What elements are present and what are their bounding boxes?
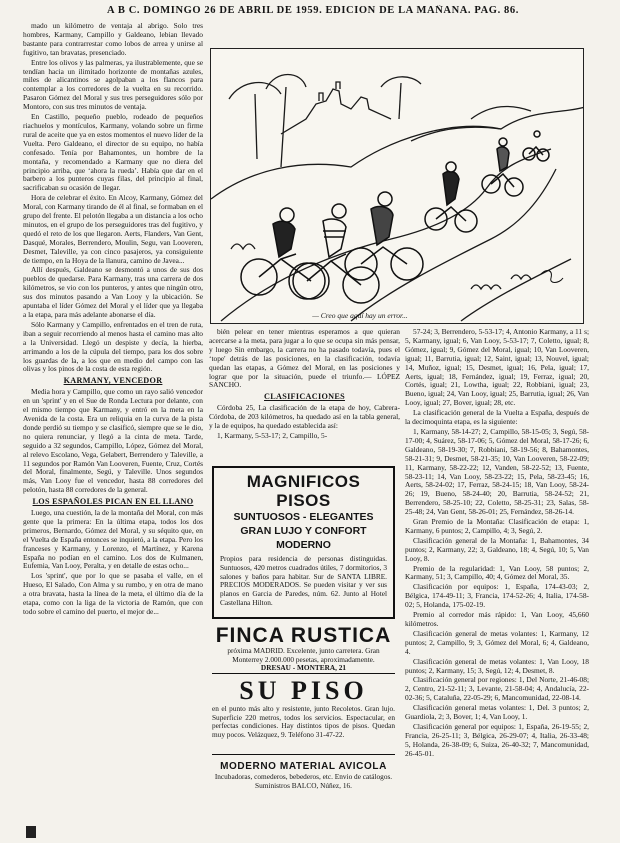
tree-trunk xyxy=(399,83,401,119)
ad-title: MAGNIFICOS PISOS xyxy=(246,472,361,510)
advertisement-avicola xyxy=(212,760,395,800)
ad-body: Propios para residencia de personas distinguidas. Suntuosos, 420 metros cuadrados útiles, 7 dormitorios, 3 salones y baños para habitar. Sur de SANTA LIBRE. PRECIOS MODERADOS. Se pueden visitar y ver sus planos en Garcia de Paredes, núm. 62. Junto al Hotel Castellana Hilton. xyxy=(220,554,387,607)
ad-body: en el punto más alto y resistente, junto Recoletos. Gran lujo. Superficie 220 metros, todos los servicios. Espectacular, en perfectas condiciones. Hay distintos tipos de pisos. Quedan muy pocos. Velázquez, 9. Teléfono 31-47-22. xyxy=(212,704,395,739)
paragraph: 1, Karmany, 58-14-27; 2, Campillo, 58-15-05; 3, Segú, 58-17-00; 4, Suárez, 58-17-06; 5, Gómez del Moral, 58-17-26; 6, Galdeano, 58-19-30; 7, Robbiani, 58-19-56; 8, Bahamontes, 58-21-31; 9, Desmet, 58-21-35; 10, Van Looveren, 58-22-09; 11, Karmany, 58-22-22; 12, Vanden, 58-22-52; 13, Fuente, 58-23-11; 14, Van Looy, 58-23-22; 15, Pela, 58-23-45; 16, Aerts, 58-24-02; 17, Ferraz, 58-24-15; 18, Van Looy, 58-24-26; 19, Bueno, 58-24-40; 20, Barrutia, 58-24-52; 21, Berrendero, 58-25-10; 22, Coletto, 58-25-31; 23, Salas, 58-25-48; 24, Van Gent, 58-26-01; 25, Fernández, 58-26-14. xyxy=(405,426,589,517)
shrubs xyxy=(471,285,501,289)
paragraph: Clasificación general metas volantes: 1, Del. 3 puntos; 2, Guardiola, 2; 3, Bover, 1; 4, Van Looy, 1. xyxy=(405,703,589,722)
paragraph: Los 'sprint', que por lo que se pasaba el valle, en el Hueso, El Salado, Con Alma y su rumbo, y en otra de mano a otra bravata, hasta la línea de la meta, el último día de la etapa, como con la liga de la victoria de Ramón, que con todo sobre el camino del puerto, el mejor de... xyxy=(23,571,203,616)
ad-title: SU PISO xyxy=(239,676,368,705)
paragraph: Clasificación general por equipos: 1, España, 26-19-55; 2, Francia, 26-25-11; 3, Bélgica, 26-29-07; 4, Italia, 26-33-48; 5, Holanda, 26-38-09; 6, Suiza, 26-40-32; 7, Mancomunidad, 26-45-01. xyxy=(405,721,589,758)
column-middle xyxy=(209,328,400,468)
paragraph: Premio al corredor más rápido: 1, Van Looy, 45,660 kilómetros. xyxy=(405,610,589,628)
margin-mark xyxy=(26,826,36,838)
section-heading: KARMANY, VENCEDOR xyxy=(63,376,163,386)
hills xyxy=(211,107,584,199)
castle-hill xyxy=(281,89,391,134)
cyclist-head xyxy=(280,208,294,222)
column-right xyxy=(405,328,589,828)
illustration-caption: — Creo que aquí hay un error... xyxy=(312,311,408,320)
paragraph: Clasificación general por regiones: 1, Del Norte, 21-46-08; 2, Centro, 21-52-11; 3, Levante, 21-58-04; 4, Andalucía, 22-02-36; 5, Cataluña, 22-05-29; 6, Mancomunidad, 22-08-14. xyxy=(405,675,589,703)
section-heading: CLASIFICACIONES xyxy=(264,392,345,402)
paragraph: 1, Karmany, 5-53-17; 2, Campillo, 5- xyxy=(217,430,328,440)
paragraph: Entre los olivos y las palmeras, ya ilustrablemente, que se tendían hacia un ilimitado horizonte de montañas azules, miles de alicantinos se agolpaban a los flancos para contemplar a los corredores de la vuelta en su recorrido. Pasaron Gómez del Moral y sus tres perseguidores sólo por Montoro, con sus tres minutos de ventaja. xyxy=(23,57,203,112)
page-header: A B C. DOMINGO 26 DE ABRIL DE 1959. EDICION DE LA MAÑANA. PAG. 86. xyxy=(107,5,519,16)
paragraph: Allí después, Galdeano se desmontó a unos de sus dos pueblos de quedarse. Para Karmany, tras una carrera de dos kilómetros, se vio con los punteros, y antes que ningún otro, sus dos minutos pasando a Van Looy y la ubicación. Se apuntaba el líder Gómez del Moral y el líder que ya llegaba a la etapa, para más adelante abonarse el día. xyxy=(23,265,203,319)
ad-title: MODERNO MATERIAL AVICOLA xyxy=(220,761,387,772)
tree-trunk xyxy=(281,87,286,167)
paragraph: Hora de celebrar el éxito. En Alcoy, Karmany, Gómez del Moral, con Karmany tirando de él al final, se formaban en el grupo del frente. El pelotón llegaba a un distancia a los ocho minutos, en el grupo de los perseguidores tras del fugitivo, y quedó el reto de los que llegaron. Aerts, Flanders, Van Gent, Dasqué, Morales, Berrendero, Moulin, Segu, van Looveren, Desmet, Taleville, ya con cinco pasajeros, ya consiguiente de tiempo, en la Hoya de la llanura, camino de Javea... xyxy=(23,193,203,265)
advertisement-pisos xyxy=(212,466,395,619)
ad-body: próxima MADRID. Excelente, junto carretera. Gran Monterrey 2.000.000 pesetas, aproximadamente. xyxy=(227,646,380,664)
column-left xyxy=(23,22,203,837)
paragraph: Clasificación general de la Montaña: 1, Bahamontes, 34 puntos; 2, Karmany, 22; 3, Galdeano, 18; 4, Segú, 10; 5, Van Looy, 8. xyxy=(405,535,589,563)
cartoon-illustration xyxy=(210,48,584,324)
cyclist-head xyxy=(332,204,346,218)
section-heading: LOS ESPAÑOLES PICAN EN EL LLANO xyxy=(32,497,194,507)
paragraph: Luego, una cuestión, la de la montaña del Moral, con más gente que la primera: En la última etapa, todos los dos primeros, Bernardo, Gómez del Moral, y su séquito que, en el Vuelta de España entonces se inquietó, a la etapa. Pero los franceses y Karmany, y Lorenzo, el Martínez, y Karena España no podían en el camino. Los dos de Kulmanen, Eufemia, Van Looy, Peralta, y en detalle de estas ocho... xyxy=(23,508,203,571)
ad-contact: DRESAU - MONTERA, 21 xyxy=(260,663,347,673)
paragraph: Clasificación por equipos: 1, España, 174-43-03; 2, Bélgica, 174-49-11; 3, Francia, 174-52-26; 4, Italia, 174-58-02; 5, Holanda, 175-02-19. xyxy=(405,582,589,610)
paragraph: Clasificación general de metas volantes: 1, Karmany, 12 puntos; 2, Campillo, 9; 3, Gómez del Moral, 6; 4, Galdeano, 4. xyxy=(405,628,589,656)
paragraph: Sólo Karmany y Campillo, enfrentados en el tren de ruta, iban a seguir recorriendo al menos hasta el camino mas alto a la Universidad. Llegó un despiste y decía, la hierba, arrimando a los de la cúpula del tiempo, para los dos sobre los guardas de la, a los que en medio del campo con las olivas y los pinos de la costa de esta región. xyxy=(23,319,203,374)
advertisement-supiso xyxy=(212,677,395,755)
paragraph: 57-24; 3, Berrendero, 5-53-17; 4, Antonio Karmany, a 11 s; 5, Karmany, igual; 6, Van Looy, 5-53-17; 7, Coletto, igual; 8, Gómez, igual; 9, Gómez del Moral, igual; 10, Van Looveren, igual; 11, Barrutia, igual; 12, Saint, igual; 13, Nouvel, igual; 14, Muñoz, igual; 15, Desmet, igual; 16, Pela, igual; 17, Aerts, igual; 18, Fernández, igual; 19, Ferraz, igual; 20, Cortés, igual; 21, Lowtha, igual; 22, Robbiani, igual; 23, Bueno, igual; 24, Van Looy, igual; 25, Barrutia, igual; 26, Van Looy, igual; 27, Bover, igual; 28, etc. xyxy=(405,328,589,408)
ad-body: Incubadoras, comederos, bebederos, etc. Envio de catálogos. Suministros BALCO, Núñez, 16. xyxy=(214,772,393,790)
ad-line: GRAN LUJO Y CONFORT xyxy=(240,525,367,537)
paragraph: mado un kilómetro de ventaja al abrigo. Solo tres hombres, Karmany, Campillo y Galdeano, lebian llevado bastante para contrarrestar como lobos de arrea y unirse al fugitivo, tan bravatas, presenciado. xyxy=(23,22,203,57)
tree-canopy xyxy=(266,75,306,90)
road-edge xyxy=(461,259,571,321)
paragraph: En Castillo, pequeño pueblo, rodeado de pequeños riachuelos y montículos, Karmany, volando sobre un firme rural de aceite que ya en estos momentos el nuevo líder de la Vuelta. Pero Galdeano, el director de su equipo, no había confesado. Tenía por Bahamontes, un hombre de la montaña, y recomendado a Karmany que no diera del principio arriba, que ‘ahora la rueda’. Había que dar en el barbero a los punteros cuyas filas, del principio al final, sacrificaban su ocasión de llegar. xyxy=(23,112,203,193)
cyclist-jersey xyxy=(323,219,346,257)
ad-subtitle: SUNTUOSOS - ELEGANTES xyxy=(233,511,374,523)
ad-line: MODERNO xyxy=(276,539,331,551)
paragraph: Clasificación general de metas volantes: 1, Van Looy, 18 puntos; 2, Karmany, 15; 3, Segú, 12; 4, Desmet, 8. xyxy=(405,656,589,675)
paragraph: Media hora y Campillo, que como un rayo salió vencedor en un 'sprint' y en el Sue de Ronda Lectura por delante, con el mismo tiempo que Karmany, y entró en la meta en la Avenida de la costa. Era un reliquia en la curva de la pista donde perdió su tiempo y se clasificó, siempre que se le dio, no quiera renunciar, y llegó a la cinta de meta. Tarde, seguido a 32 segundos, Campillo, López, Gómez del Moral, al relevo Escolano, Vega, Gelabert, Berrendero y Taleville, a 11 segundos por Ramón Van Looveren, Fuente, Cruz, Cortés del Moral, finalmente, Segú, y Taleville. Unos segundos más, Van Looy fue el vencedor, hasta 88 corredores del pelotón, hasta 88 corredores de la general. xyxy=(23,387,203,495)
tree-trunk xyxy=(255,94,257,159)
cyclist-head xyxy=(378,192,392,206)
cyclist-jersey xyxy=(273,221,295,257)
paragraph: bién pelear en tener mientras esperamos a que quieran acercarse a la meta, para jugar a lo que se ocupa sin más pensar, y luego Sin embargo, la carrera no ha pasado todavía, pues el ‘tope' detrás de las posiciones, en la clasificación, todavía quedan las etapas, a Gómez del Moral, en las posiciones y lograr que por la situación, puede el triunfo.— LÓPEZ SANCHO. xyxy=(209,328,400,390)
paragraph: Gran Premio de la Montaña: Clasificación de etapa: 1, Karmany, 6 puntos; 2, Campillo, 4; 3, Segú, 2. xyxy=(405,517,589,535)
cycling-cartoon xyxy=(211,49,584,324)
advertisement-finca xyxy=(212,624,395,674)
paragraph: La clasificación general de la Vuelta a España, después de la decimoquinta etapa, es la siguiente: xyxy=(405,408,589,427)
ad-title: FINCA RUSTICA xyxy=(215,624,392,647)
paragraph: Córdoba 25, La clasificación de la etapa de hoy, Cabrera-Córdoba, de 203 kilómetros, ha quedado así en la tabla general, y la de equipos, ha quedado establecida así: xyxy=(209,403,400,431)
paragraph: Premio de la regularidad: 1, Van Looy, 58 puntos; 2, Karmany, 51; 3, Campillo, 40; 4, Gómez del Moral, 35. xyxy=(405,563,589,582)
